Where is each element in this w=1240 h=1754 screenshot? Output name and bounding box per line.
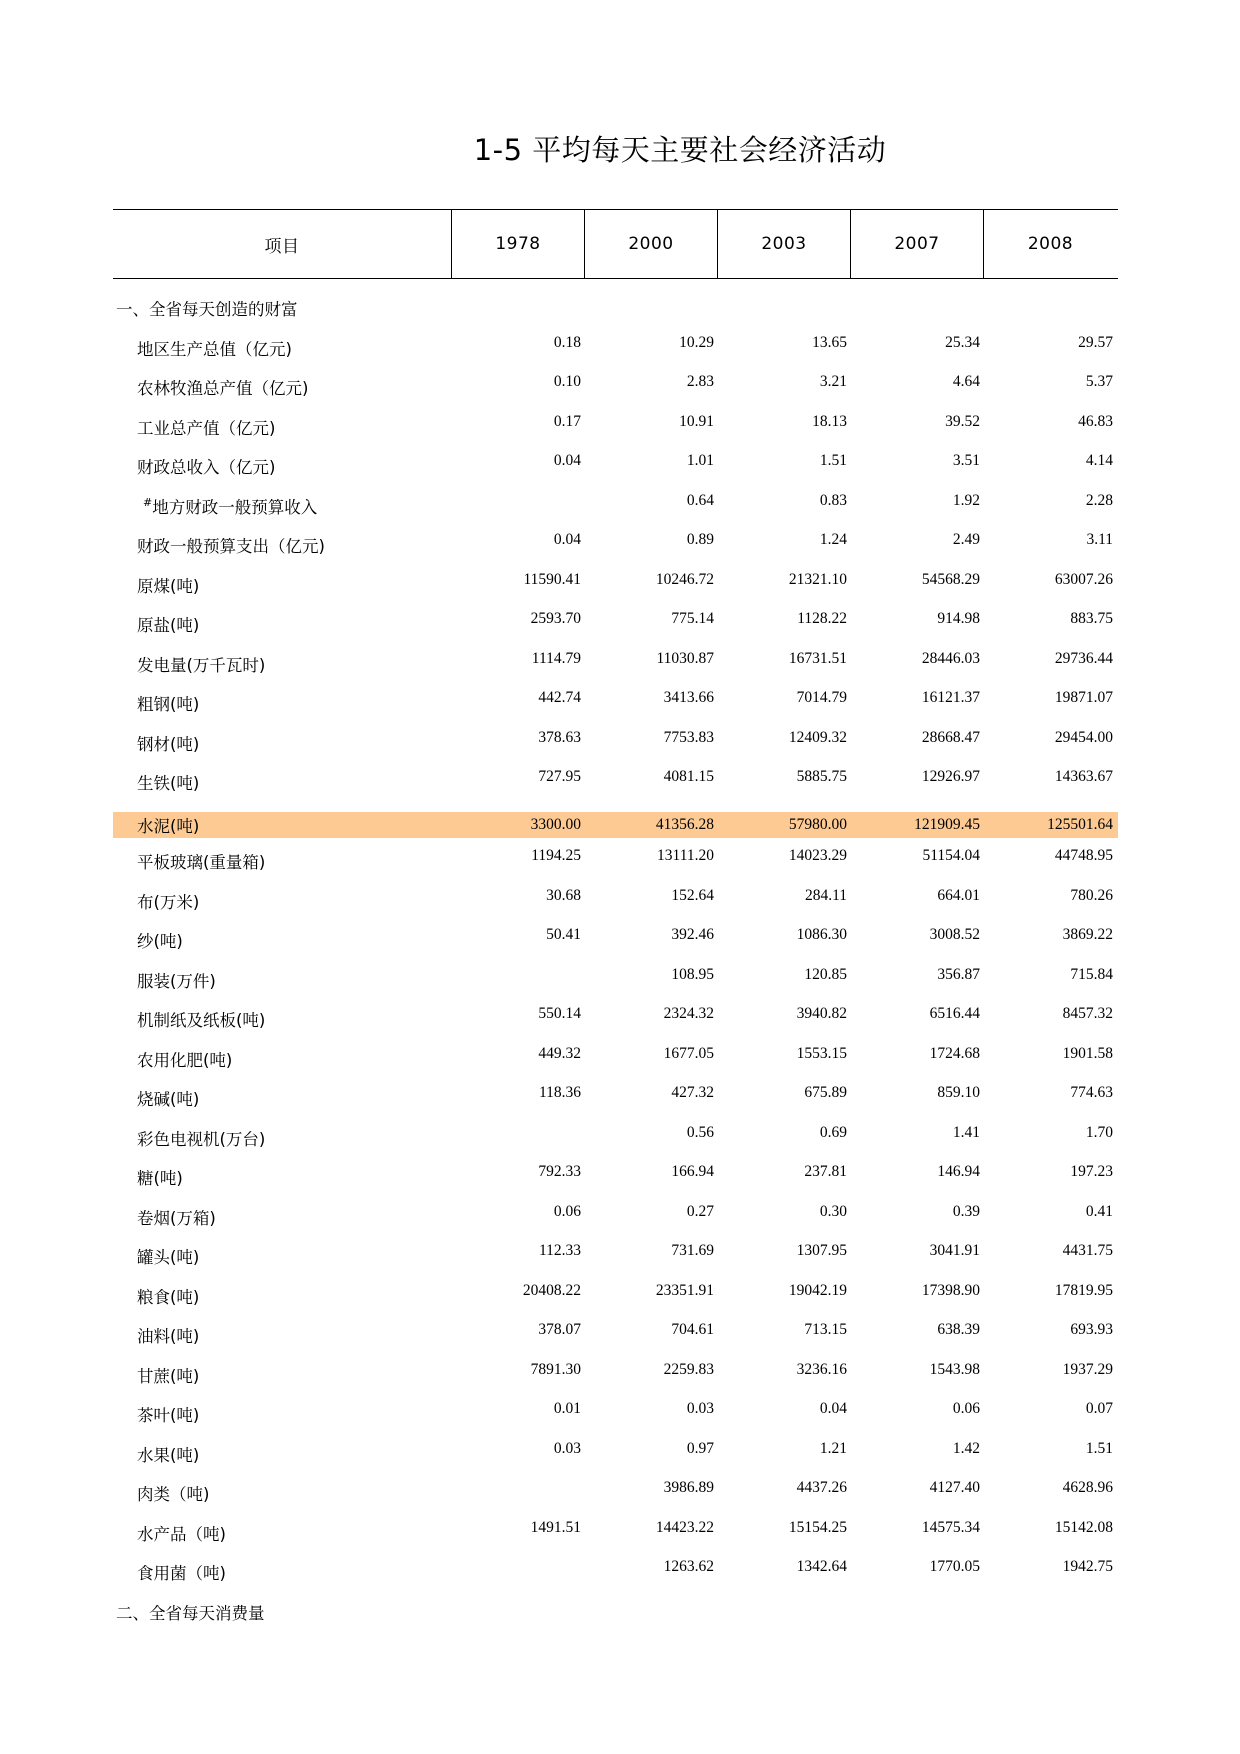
cell-2008: 125501.64 xyxy=(1047,816,1113,833)
cell-2008: 774.63 xyxy=(1070,1084,1113,1101)
cell-2003: 3940.82 xyxy=(796,1005,847,1022)
cell-2007: 28668.47 xyxy=(921,728,980,746)
cell-1978 xyxy=(452,490,585,492)
cell-2000: 392.46 xyxy=(671,926,714,943)
cell-2003: 1307.95 xyxy=(796,1242,847,1259)
footnote-mark: # xyxy=(143,496,153,509)
cell-2008 xyxy=(984,1596,1117,1598)
cell-2000 xyxy=(585,1596,718,1598)
table-row xyxy=(113,608,1118,648)
cell-2007: 3008.52 xyxy=(929,926,980,943)
cell-1978: 0.17 xyxy=(553,412,581,430)
cell-2003 xyxy=(718,1596,851,1598)
cell-2007: 1.92 xyxy=(952,491,980,509)
cell-1978: 3300.00 xyxy=(530,816,581,833)
row-label-text: 工业总产值（亿元) xyxy=(137,418,276,438)
row-label xyxy=(113,727,452,755)
cell-1978: 112.33 xyxy=(538,1242,581,1259)
row-label-text: 水泥(吨) xyxy=(137,817,200,836)
cell-1978: 0.18 xyxy=(553,333,581,351)
row-label xyxy=(113,813,452,837)
cell-2008: 17819.95 xyxy=(1054,1281,1113,1299)
cell-2003: 18.13 xyxy=(812,412,847,430)
cell-2007: 2.49 xyxy=(952,531,980,548)
cell-2003: 1128.22 xyxy=(797,610,847,627)
cell-2000: 731.69 xyxy=(671,1242,714,1259)
statistics-table xyxy=(113,209,1118,1635)
row-label xyxy=(113,885,452,913)
row-label xyxy=(113,924,452,952)
cell-2007: 4127.40 xyxy=(929,1479,980,1496)
cell-2008: 15142.08 xyxy=(1054,1518,1113,1536)
cell-1978: 550.14 xyxy=(538,1005,581,1022)
table-row xyxy=(113,964,1118,1004)
row-label xyxy=(113,1240,452,1268)
cell-2003: 15154.25 xyxy=(788,1518,847,1536)
row-label xyxy=(113,964,452,992)
row-label-text: 地方财政一般预算收入 xyxy=(152,497,318,517)
cell-1978 xyxy=(452,1556,585,1558)
cell-2003: 12409.32 xyxy=(788,728,847,746)
row-label xyxy=(113,1201,452,1229)
cell-1978: 20408.22 xyxy=(522,1281,581,1299)
cell-2007: 0.39 xyxy=(952,1202,980,1220)
cell-2007 xyxy=(851,1596,984,1598)
cell-1978: 7891.30 xyxy=(530,1360,581,1378)
row-label xyxy=(113,1556,452,1584)
table-row xyxy=(113,885,1118,925)
cell-2000: 13111.20 xyxy=(657,847,714,864)
cell-2007: 39.52 xyxy=(945,412,980,430)
cell-2008: 5.37 xyxy=(1085,373,1113,390)
cell-1978 xyxy=(452,292,585,294)
cell-2007: 356.87 xyxy=(937,965,980,983)
row-label xyxy=(113,1517,452,1545)
cell-2008: 3.11 xyxy=(1086,531,1113,548)
row-label xyxy=(113,569,452,597)
cell-2000: 0.03 xyxy=(686,1400,714,1417)
cell-2008: 2.28 xyxy=(1085,491,1113,509)
row-label xyxy=(113,292,452,320)
cell-1978: 449.32 xyxy=(538,1044,581,1062)
cell-1978: 0.04 xyxy=(553,452,581,469)
table-row xyxy=(113,1556,1118,1596)
table-row xyxy=(113,845,1118,885)
cell-2003: 14023.29 xyxy=(788,847,847,864)
cell-2003: 1086.30 xyxy=(796,926,847,943)
table-row xyxy=(113,1201,1118,1241)
cell-2000: 0.89 xyxy=(686,531,714,548)
cell-1978: 0.03 xyxy=(553,1439,581,1457)
row-label-text: 肉类（吨) xyxy=(137,1485,210,1504)
cell-2000: 704.61 xyxy=(671,1321,714,1338)
cell-2008: 44748.95 xyxy=(1054,847,1113,864)
cell-2000: 108.95 xyxy=(671,965,714,983)
cell-2003: 5885.75 xyxy=(796,768,847,785)
cell-2008: 4431.75 xyxy=(1062,1242,1113,1259)
cell-2000: 10.91 xyxy=(679,412,714,430)
cell-1978: 442.74 xyxy=(538,689,581,706)
cell-2000: 23351.91 xyxy=(655,1281,714,1299)
cell-1978: 30.68 xyxy=(546,886,581,904)
row-label-text: 生铁(吨) xyxy=(137,774,200,793)
cell-2003 xyxy=(718,292,851,294)
table-row xyxy=(113,766,1118,806)
cell-2007: 1543.98 xyxy=(929,1360,980,1378)
table-row xyxy=(113,1359,1118,1399)
row-label-text: 油料(吨) xyxy=(137,1327,200,1346)
row-label-text: 机制纸及纸板(吨) xyxy=(137,1011,266,1030)
cell-2003: 16731.51 xyxy=(788,649,847,667)
row-label xyxy=(113,1398,452,1426)
cell-2007: 664.01 xyxy=(937,886,980,904)
row-label xyxy=(113,766,452,794)
cell-2000: 10.29 xyxy=(679,333,714,351)
row-label xyxy=(113,1280,452,1308)
row-label-text: 粗钢(吨) xyxy=(137,695,200,714)
cell-2008: 14363.67 xyxy=(1054,768,1113,785)
cell-2008: 715.84 xyxy=(1070,965,1113,983)
cell-2008: 19871.07 xyxy=(1054,689,1113,706)
row-label-text: 农林牧渔总产值（亿元) xyxy=(137,379,309,398)
table-row xyxy=(113,1122,1118,1162)
cell-1978: 378.63 xyxy=(538,728,581,746)
table-row xyxy=(113,687,1118,727)
cell-2000 xyxy=(585,292,718,294)
cell-2007: 12926.97 xyxy=(921,768,980,785)
cell-2007: 1.42 xyxy=(952,1439,980,1457)
cell-2003: 1342.64 xyxy=(796,1558,847,1575)
cell-2003: 0.69 xyxy=(819,1123,847,1141)
cell-2003: 7014.79 xyxy=(796,689,847,706)
cell-1978: 50.41 xyxy=(546,926,581,943)
table-row xyxy=(113,1082,1118,1122)
cell-2007: 54568.29 xyxy=(921,570,980,588)
cell-2000: 0.56 xyxy=(686,1123,714,1141)
row-label xyxy=(113,648,452,676)
cell-2003: 1553.15 xyxy=(796,1044,847,1062)
row-label-text: 平板玻璃(重量箱) xyxy=(137,853,266,872)
cell-2008 xyxy=(984,292,1117,294)
cell-2007: 146.94 xyxy=(937,1163,980,1180)
cell-2008: 29736.44 xyxy=(1054,649,1113,667)
row-label-text: 烧碱(吨) xyxy=(137,1090,200,1109)
header-year-2003: 2003 xyxy=(718,210,851,278)
table-row xyxy=(113,1477,1118,1517)
cell-1978 xyxy=(452,1596,585,1598)
cell-2008: 1.51 xyxy=(1085,1439,1113,1457)
cell-2007: 28446.03 xyxy=(921,649,980,667)
row-label-text: 彩色电视机(万台) xyxy=(137,1129,266,1149)
table-row xyxy=(113,411,1118,451)
row-label xyxy=(113,687,452,715)
table-row xyxy=(113,490,1118,530)
row-label xyxy=(113,1319,452,1347)
table-row xyxy=(113,648,1118,688)
row-label xyxy=(113,529,452,557)
row-label xyxy=(113,1043,452,1071)
cell-2008: 29454.00 xyxy=(1054,728,1113,746)
table-row xyxy=(113,332,1118,372)
cell-2000: 152.64 xyxy=(671,886,714,904)
cell-1978: 792.33 xyxy=(538,1163,581,1180)
cell-2007: 6516.44 xyxy=(929,1005,980,1022)
table-row xyxy=(113,1161,1118,1201)
table-header xyxy=(113,209,1118,279)
row-label-text: 粮食(吨) xyxy=(137,1287,200,1307)
row-label xyxy=(113,1003,452,1031)
row-label xyxy=(113,371,452,399)
table-row xyxy=(113,1398,1118,1438)
cell-2003: 675.89 xyxy=(804,1084,847,1101)
cell-1978: 727.95 xyxy=(538,768,581,785)
cell-2008: 780.26 xyxy=(1070,886,1113,904)
cell-2003: 237.81 xyxy=(804,1163,847,1180)
cell-1978: 0.10 xyxy=(553,373,581,390)
header-year-2007: 2007 xyxy=(851,210,984,278)
row-label-text: 糖(吨) xyxy=(137,1169,183,1188)
row-label xyxy=(113,1438,452,1466)
cell-2000: 775.14 xyxy=(671,610,714,627)
cell-2000: 2.83 xyxy=(686,373,714,390)
cell-2007: 51154.04 xyxy=(922,847,980,864)
cell-2000: 2259.83 xyxy=(663,1360,714,1378)
cell-2007: 0.06 xyxy=(952,1400,980,1417)
cell-2000: 0.64 xyxy=(686,491,714,509)
cell-2007 xyxy=(851,292,984,294)
row-label-text: 发电量(万千瓦时) xyxy=(137,655,266,675)
cell-1978 xyxy=(452,1477,585,1479)
cell-1978: 2593.70 xyxy=(530,610,581,627)
row-label xyxy=(113,450,452,478)
cell-1978: 0.01 xyxy=(553,1400,581,1417)
row-label xyxy=(113,1477,452,1505)
cell-2008: 693.93 xyxy=(1070,1321,1113,1338)
cell-2007: 25.34 xyxy=(945,333,980,351)
table-row xyxy=(113,1043,1118,1083)
cell-2008: 4628.96 xyxy=(1062,1479,1113,1496)
cell-2008: 1901.58 xyxy=(1062,1044,1113,1062)
row-label xyxy=(113,1359,452,1387)
cell-2003: 3236.16 xyxy=(796,1360,847,1378)
cell-2007: 1770.05 xyxy=(929,1558,980,1575)
cell-2000: 11030.87 xyxy=(656,649,714,667)
row-label-text: 服装(万件) xyxy=(137,971,216,991)
cell-2008: 883.75 xyxy=(1070,610,1113,627)
cell-2007: 17398.90 xyxy=(921,1281,980,1299)
row-label-text: 一、全省每天创造的财富 xyxy=(116,300,298,319)
cell-2008: 46.83 xyxy=(1078,412,1113,430)
cell-1978 xyxy=(452,964,585,966)
cell-2000: 0.27 xyxy=(686,1202,714,1220)
row-label-text: 原煤(吨) xyxy=(137,576,200,596)
table-row xyxy=(113,569,1118,609)
table-row xyxy=(113,1003,1118,1043)
row-label xyxy=(113,1596,452,1624)
table-row xyxy=(113,924,1118,964)
cell-1978: 0.06 xyxy=(553,1202,581,1220)
table-row xyxy=(113,450,1118,490)
cell-2000: 1263.62 xyxy=(663,1558,714,1575)
row-label-text: 财政一般预算支出（亿元) xyxy=(137,537,325,556)
header-year-1978: 1978 xyxy=(452,210,585,278)
cell-1978: 1114.79 xyxy=(531,649,581,667)
row-label-text: 钢材(吨) xyxy=(137,734,200,754)
row-label-text: 纱(吨) xyxy=(137,932,183,951)
cell-2008: 1.70 xyxy=(1085,1123,1113,1141)
section-row xyxy=(113,1596,1118,1636)
row-label-text: 甘蔗(吨) xyxy=(137,1366,200,1386)
cell-2000: 14423.22 xyxy=(655,1518,714,1536)
cell-2003: 0.83 xyxy=(819,491,847,509)
row-label-text: 水产品（吨) xyxy=(137,1524,226,1544)
table-row xyxy=(113,1240,1118,1280)
cell-2007: 121909.45 xyxy=(914,816,980,833)
table-row xyxy=(113,1319,1118,1359)
row-label-text: 水果(吨) xyxy=(137,1445,200,1465)
cell-2008: 1942.75 xyxy=(1062,1558,1113,1575)
page-title: 1-5 平均每天主要社会经济活动 xyxy=(473,133,887,167)
row-label-text: 财政总收入（亿元) xyxy=(137,458,276,477)
cell-2000: 1677.05 xyxy=(663,1044,714,1062)
cell-1978: 118.36 xyxy=(538,1084,581,1101)
cell-2007: 638.39 xyxy=(937,1321,980,1338)
cell-2008: 1937.29 xyxy=(1062,1360,1113,1378)
cell-2007: 4.64 xyxy=(952,373,980,390)
cell-2007: 859.10 xyxy=(937,1084,980,1101)
cell-2007: 3041.91 xyxy=(929,1242,980,1259)
header-year-2000: 2000 xyxy=(585,210,718,278)
cell-2003: 21321.10 xyxy=(788,570,847,588)
cell-2000: 4081.15 xyxy=(663,768,714,785)
row-label xyxy=(113,1161,452,1189)
cell-2003: 1.24 xyxy=(819,531,847,548)
row-label-text: 卷烟(万箱) xyxy=(137,1208,216,1228)
row-label xyxy=(113,411,452,439)
cell-2003: 3.21 xyxy=(819,373,847,390)
cell-2008: 0.41 xyxy=(1085,1202,1113,1220)
cell-2008: 8457.32 xyxy=(1062,1005,1113,1022)
row-label-text: 食用菌（吨) xyxy=(137,1564,226,1583)
table-row xyxy=(113,1280,1118,1320)
cell-2000: 3413.66 xyxy=(663,689,714,706)
cell-2003: 1.21 xyxy=(819,1439,847,1457)
row-label-text: 茶叶(吨) xyxy=(137,1406,200,1425)
cell-1978 xyxy=(452,1122,585,1124)
cell-1978: 1194.25 xyxy=(531,847,581,864)
cell-1978: 378.07 xyxy=(538,1321,581,1338)
table-body xyxy=(113,279,1118,1635)
cell-2000: 166.94 xyxy=(671,1163,714,1180)
row-label xyxy=(113,845,452,873)
cell-2007: 14575.34 xyxy=(921,1518,980,1536)
cell-2000: 10246.72 xyxy=(655,570,714,588)
cell-1978: 1491.51 xyxy=(530,1518,581,1536)
section-row xyxy=(113,292,1118,332)
cell-2003: 13.65 xyxy=(812,333,847,351)
row-label-text: 地区生产总值（亿元) xyxy=(137,339,292,359)
row-label xyxy=(113,1082,452,1110)
row-label-text: 二、全省每天消费量 xyxy=(116,1603,265,1623)
cell-2000: 3986.89 xyxy=(663,1479,714,1496)
cell-2003: 57980.00 xyxy=(788,816,847,833)
table-row-highlighted xyxy=(113,812,1118,838)
cell-2003: 120.85 xyxy=(804,965,847,983)
cell-2003: 0.04 xyxy=(819,1400,847,1417)
row-label xyxy=(113,1122,452,1150)
table-row xyxy=(113,529,1118,569)
cell-2008: 0.07 xyxy=(1085,1400,1113,1417)
cell-2000: 2324.32 xyxy=(663,1005,714,1022)
header-year-2008: 2008 xyxy=(1027,234,1074,254)
cell-2003: 4437.26 xyxy=(796,1479,847,1496)
row-label-text: 原盐(吨) xyxy=(137,616,200,635)
cell-1978: 11590.41 xyxy=(523,570,581,588)
cell-2008: 197.23 xyxy=(1070,1163,1113,1180)
cell-2007: 16121.37 xyxy=(921,689,980,706)
cell-2000: 427.32 xyxy=(671,1084,714,1101)
cell-2008: 4.14 xyxy=(1085,452,1113,469)
cell-2000: 41356.28 xyxy=(655,816,714,833)
row-label xyxy=(113,332,452,360)
row-label-text: 布(万米) xyxy=(137,892,200,912)
cell-2000: 0.97 xyxy=(686,1439,714,1457)
row-label xyxy=(113,490,452,518)
header-item: 项目 xyxy=(113,210,452,278)
cell-2007: 1.41 xyxy=(952,1123,980,1141)
cell-2003: 0.30 xyxy=(819,1202,847,1220)
cell-2007: 3.51 xyxy=(952,452,980,469)
cell-2003: 713.15 xyxy=(804,1321,847,1338)
cell-2003: 19042.19 xyxy=(788,1281,847,1299)
cell-2007: 1724.68 xyxy=(929,1044,980,1062)
cell-2000: 7753.83 xyxy=(663,728,714,746)
cell-2007: 914.98 xyxy=(937,610,980,627)
cell-2008: 3869.22 xyxy=(1062,926,1113,943)
table-row xyxy=(113,371,1118,411)
table-row xyxy=(113,1438,1118,1478)
row-label-text: 罐头(吨) xyxy=(137,1248,200,1267)
cell-2003: 284.11 xyxy=(804,886,847,904)
cell-1978: 0.04 xyxy=(553,531,581,548)
cell-2003: 1.51 xyxy=(819,452,847,469)
cell-2000: 1.01 xyxy=(686,452,714,469)
row-label-text: 农用化肥(吨) xyxy=(137,1050,233,1070)
table-row xyxy=(113,727,1118,767)
cell-2008: 29.57 xyxy=(1078,333,1113,351)
table-row xyxy=(113,1517,1118,1557)
row-label xyxy=(113,608,452,636)
cell-2008: 63007.26 xyxy=(1054,570,1113,588)
